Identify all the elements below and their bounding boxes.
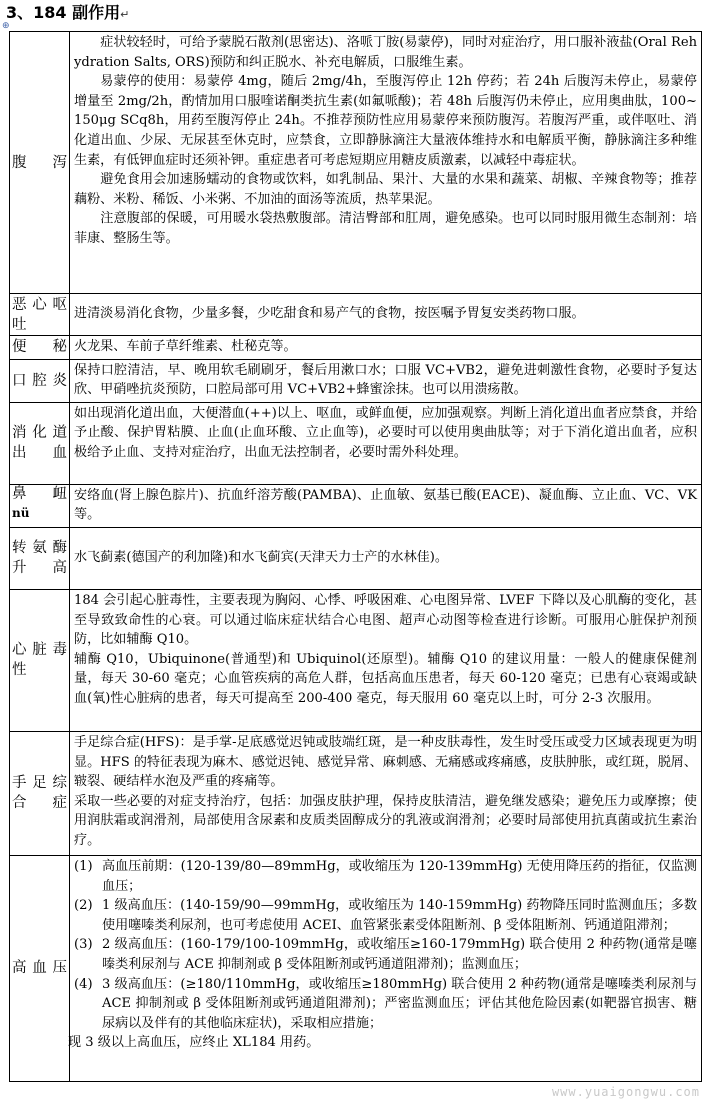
paragraph: 避免食用会加速肠蠕动的食物或饮料，如乳制品、果汁、大量的水果和蔬菜、胡椒、辛辣食物等；推荐藕粉、米粉、稀饭、小米粥、不加油的面汤等流质，热苹果泥。 bbox=[74, 172, 697, 207]
paragraph: 易蒙停的使用：易蒙停 4mg，随后 2mg/4h，至腹泻停止 12h 停药；若 24h 后腹泻未停止，易蒙停增量至 2mg/2h，酌情加用口服喹诺酮类抗生素(如氟哌酸)；若 48h 后腹泻仍未停止，应用奥曲肽，100~150μg SCq8h，用药至腹泻停止 24h。不推荐预防性应用易蒙停来预防腹泻。若腹泻严重，或伴呕吐、消化道出血、少尿、无尿甚至休克时，应禁食，立即静脉滴注大量液体维持水和电解质平衡，静脉滴注多种维生素，有低钾血症时还须补钾。重症患者可考虑短期应用糖皮质激素，以减轻中毒症状。 bbox=[74, 74, 697, 168]
row-label: 腹泻 bbox=[10, 32, 70, 294]
table-row bbox=[10, 731, 702, 855]
paragraph: 症状较轻时，可给予蒙脱石散剂(思密达)、洛哌丁胺(易蒙停)，同时对症治疗，用口服补液盐(Oral Rehydration Salts, ORS)预防和纠正脱水、补充电解质，口服维生素。 bbox=[74, 35, 697, 70]
row-label-text: 鼻衄 bbox=[12, 485, 67, 502]
row-content bbox=[70, 855, 702, 1081]
row-label: 口腔炎 bbox=[10, 359, 70, 402]
paragraph: 水飞蓟素(德国产的利加隆)和水飞蓟宾(天津天力士产的水林佳)。 bbox=[74, 550, 448, 566]
paragraph: 进清淡易消化食物，少量多餐，少吃甜食和易产气的食物，按医嘱予胃复安类药物口服。 bbox=[74, 306, 585, 322]
row-label: 转氨酶升高 bbox=[10, 527, 70, 589]
paragraph: 火龙果、车前子草纤维素、杜秘克等。 bbox=[74, 339, 297, 354]
row-label: 手足综合症 bbox=[10, 731, 70, 855]
section-heading: 3、184 副作用↵ bbox=[6, 3, 130, 22]
table-row bbox=[10, 32, 702, 294]
row-content bbox=[70, 359, 702, 402]
paragraph: 注意腹部的保暖，可用暖水袋热敷腹部。清洁臀部和肛周，避免感染。也可以同时服用微生态制剂：培菲康、整肠生等。 bbox=[74, 211, 697, 246]
paragraph: 采取一些必要的对症支持治疗，包括：加强皮肤护理，保持皮肤清洁，避免继发感染；避免压力或摩擦；使用润肤霜或润滑剂，局部使用含尿素和皮质类固醇成分的乳液或润滑剂；必要时局部使用抗真菌或抗生素治疗。 bbox=[74, 793, 697, 848]
paragraph: 辅酶 Q10，Ubiquinone(普通型)和 Ubiquinol(还原型)。辅酶 Q10 的建议用量：一般人的健康保健剂量，每天 30-60 毫克；心血管疾病的高危人群，包括高血压患者，每天 60-120 毫克；已患有心衰竭或缺血(氧)性心脏病的患者，每天可提高至 200-400 毫克，每天服用 60 毫克以上时，可分 2-3 次服用。 bbox=[74, 651, 697, 706]
row-content bbox=[70, 527, 702, 589]
list-item: (4) 3 级高血压：(≥180/110mmHg，或收缩压≥180mmHg) 联合使用 2 种药物(通常是噻嗪类利尿剂与 ACE 抑制剂或 β 受体阻断剂或钙通道阻滞剂)；严密监测血压；评估其他危险因素(如靶器官损害、糖尿病以及伴有的其他临床症状)，采取相应措施； bbox=[74, 976, 697, 1031]
row-content bbox=[70, 294, 702, 336]
row-content bbox=[70, 589, 702, 731]
paragraph: 184 会引起心脏毒性，主要表现为胸闷、心悸、呼吸困难、心电图异常、LVEF 下降以及心肌酶的变化，甚至导致致命性的心衰。可以通过临床症状结合心电图、超声心动图等检查进行诊断。可服用心脏保护剂预防，比如辅酶 Q10。 bbox=[74, 592, 697, 648]
paragraph: 安络血(肾上腺色腙片)、抗血纤溶芳酸(PAMBA)、止血敏、氨基已酸(EACE)、凝血酶、立止血、VC、VK 等。 bbox=[74, 487, 697, 523]
row-label: 心脏毒性 bbox=[10, 589, 70, 731]
paragraph: 如出现消化道出血，大便潜血(++)以上、呕血，或鲜血便，应加强观察。判断上消化道出血者应禁食，并给予止酸、保护胃粘膜、止血(止血环酸、立止血等)，必要时可以使用奥曲肽等；对于下消化道出血者，应积极给予止血、支持对症治疗，出血无法控制者，必要时需外科处理。 bbox=[74, 405, 697, 460]
watermark: www.yuaigongwu.com bbox=[551, 1085, 700, 1099]
row-content bbox=[70, 484, 702, 527]
side-effects-table bbox=[9, 31, 702, 1082]
row-content bbox=[70, 336, 702, 360]
list-item: (3) 2 级高血压：(160-179/100-109mmHg，或收缩压≥160-179mmHg) 联合使用 2 种药物(通常是噻嗪类利尿剂与 ACE 抑制剂或 β 受体阻断剂或钙通道阻滞剂)；监测血压； bbox=[74, 937, 697, 972]
paragraph: 手足综合症(HFS)：是手掌-足底感觉迟钝或肢端红斑，是一种皮肤毒性，发生时受压或受力区域表现更为明显。HFS 的特征表现为麻木、感觉迟钝、感觉异常、麻刺感、无痛感或疼痛感，皮肤肿胀，或红斑，脱屑、皲裂、硬结样水泡及严重的疼痛等。 bbox=[74, 734, 697, 790]
row-content bbox=[70, 731, 702, 855]
table-footer-note: 现 3 级以上高血压，应终止 XL184 用药。 bbox=[68, 1035, 320, 1051]
row-label: 便秘 bbox=[10, 336, 70, 360]
table-row bbox=[10, 402, 702, 484]
table-row bbox=[10, 336, 702, 360]
row-content bbox=[70, 402, 702, 484]
table-row bbox=[10, 855, 702, 1081]
row-label-pinyin: nü bbox=[12, 505, 30, 520]
row-content bbox=[70, 32, 702, 294]
table-row bbox=[10, 589, 702, 731]
list-item: (2) 1 级高血压：(140-159/90—99mmHg，或收缩压为 140-159mmHg) 药物降压同时监测血压；多数使用噻嗪类利尿剂，也可考虑使用 ACEI、血管紧张素受体阻断剂、β 受体阻断剂、钙通道阻滞剂； bbox=[74, 898, 697, 933]
row-label: 恶心呕吐 bbox=[10, 294, 70, 336]
row-label: 高血压 bbox=[10, 855, 70, 1081]
table-row bbox=[10, 294, 702, 336]
table-anchor-icon: ⊕ bbox=[2, 21, 10, 31]
table-row bbox=[10, 527, 702, 589]
row-label bbox=[10, 484, 70, 527]
table-row bbox=[10, 359, 702, 402]
list-item: (1) 高血压前期：(120-139/80—89mmHg，或收缩压为 120-139mmHg) 无使用降压药的指征，仅监测血压； bbox=[74, 858, 697, 894]
paragraph: 保持口腔清洁，早、晚用软毛刷刷牙，餐后用漱口水；口服 VC+VB2，避免进刺激性食物，必要时予复达欣、甲硝唑抗炎预防，口腔局部可用 VC+VB2+蜂蜜涂抹。也可以用溃疡散。 bbox=[74, 362, 697, 398]
table-row bbox=[10, 484, 702, 527]
row-label: 消化道出血 bbox=[10, 402, 70, 484]
